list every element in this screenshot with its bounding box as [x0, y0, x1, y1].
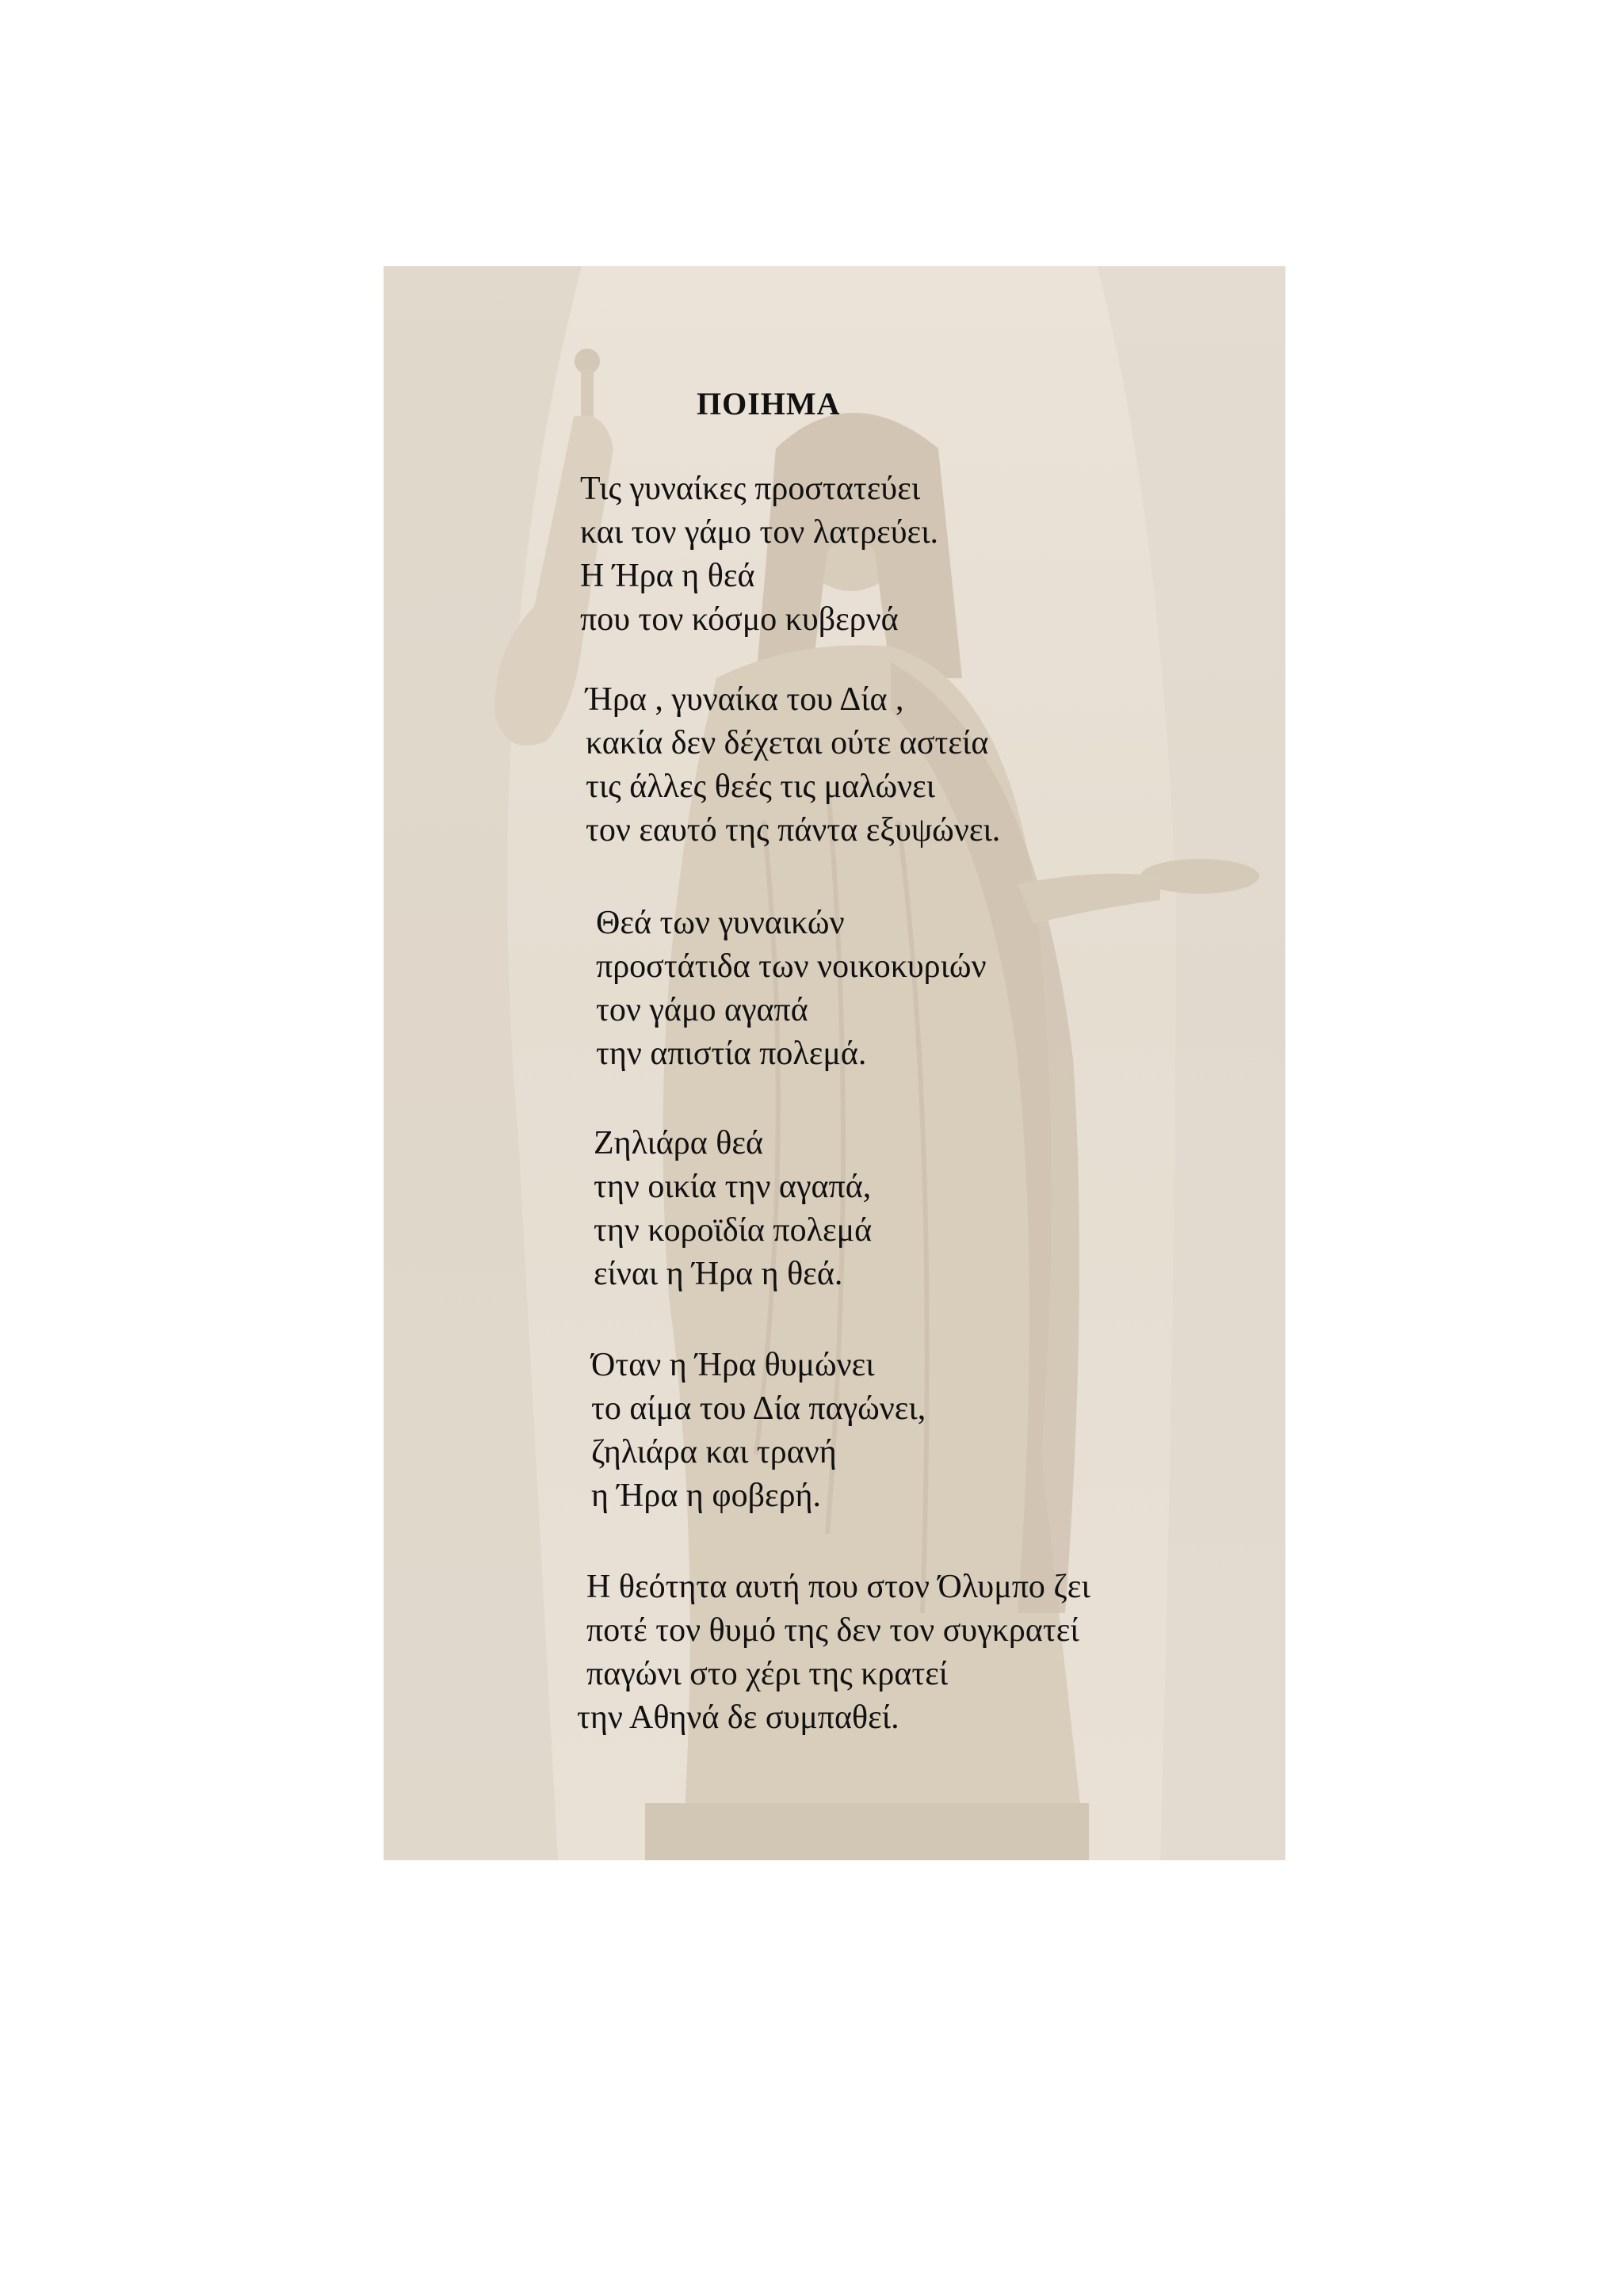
poem-line: Θεά των γυναικών: [596, 905, 845, 941]
poem-line: κακία δεν δέχεται ούτε αστεία: [586, 725, 989, 761]
poem-line: τον εαυτό της πάντα εξυψώνει.: [586, 812, 1001, 849]
stanza-4: [594, 1122, 872, 1296]
poem-line: είναι η Ήρα η θεά.: [594, 1256, 843, 1292]
poem-line: ζηλιάρα και τρανή: [591, 1434, 837, 1470]
poem-line: Η θεότητα αυτή που στον Όλυμπο ζει: [586, 1569, 1090, 1605]
poem-line: Τις γυναίκες προστατεύει: [580, 471, 921, 507]
poem-line: Όταν η Ήρα θυμώνει: [591, 1347, 875, 1383]
poem-line: και τον γάμο τον λατρεύει.: [580, 514, 938, 551]
stanza-5: [591, 1344, 926, 1518]
stanza-3: [596, 902, 987, 1076]
poem-line: τον γάμο αγαπά: [596, 992, 808, 1028]
poem-line: την κοροϊδία πολεμά: [594, 1212, 873, 1249]
poem-line: τις άλλες θεές τις μαλώνει: [586, 769, 936, 805]
poem-title: ΠΟΙΗΜΑ: [697, 386, 841, 421]
stanza-2: [586, 678, 1000, 852]
stanza-6: [577, 1566, 1090, 1740]
poem-line: την απιστία πολεμά.: [596, 1035, 867, 1072]
poem-line: ποτέ τον θυμό της δεν τον συγκρατεί: [586, 1612, 1079, 1649]
poem-line: προστάτιδα των νοικοκυριών: [596, 948, 987, 985]
poem-line: το αίμα του Δία παγώνει,: [591, 1390, 926, 1427]
poem-line: Η Ήρα η θεά: [580, 558, 755, 594]
poem-line: που τον κόσμο κυβερνά: [580, 601, 899, 638]
stanza-1: [580, 467, 938, 642]
poem-line: παγώνι στο χέρι της κρατεί: [586, 1656, 949, 1692]
poem-line: η Ήρα η φοβερή.: [591, 1478, 822, 1514]
poem-line: την οικία την αγαπά,: [594, 1169, 872, 1205]
poem-line: Ήρα , γυναίκα του Δία ,: [586, 681, 904, 718]
poem-panel: [384, 266, 1285, 1860]
poem-line: Ζηλιάρα θεά: [594, 1125, 763, 1161]
poem-line: την Αθηνά δε συμπαθεί.: [577, 1699, 899, 1736]
